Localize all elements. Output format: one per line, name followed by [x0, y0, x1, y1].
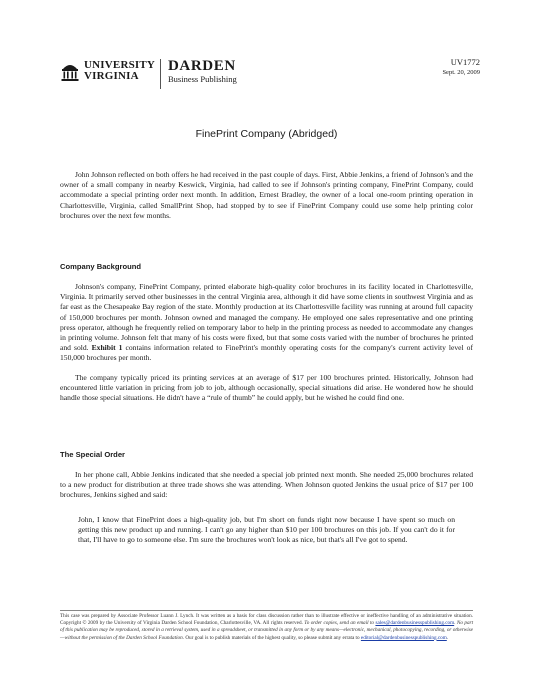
- uva-name-line2: VIRGINIA: [84, 70, 139, 82]
- company-background-section: [60, 282, 473, 403]
- background-text-1: Johnson's company, FinePrint Company, printed elaborate high-quality color brochures in its facility located in Charlottesville, Virginia. It primarily served other businesses in the central Virginia area, although it did have some clients in southwest Virginia and as far east as the Chesapeake Bay region of the state. Monthly production at its Charlottesville facility was running at around full capacity of 150,000 brochures per month. Johnson owned and managed the company. He employed one sales representative and one printing press operator, although he frequently relied on temporary labor to help in the printing process as needed to accommodate any changes in printing volume. Johnson felt that many of his costs were fixed, but that some costs varied with the number of brochures he printed and sold.: [60, 282, 473, 353]
- special-order-paragraph: In her phone call, Abbie Jenkins indicated that she needed a special job printed next month. She needed 25,000 brochures related to a new product for distribution at three trade shows she was attending. When Johnson quoted Jenkins the usual price of $17 per 100 brochures, Jenkins sighed and said:: [60, 470, 473, 500]
- sales-email-link[interactable]: sales@dardenbusinesspublishing.com: [375, 620, 455, 627]
- logo-divider: [160, 59, 161, 89]
- darden-logo: [168, 58, 237, 85]
- editorial-email-link[interactable]: editorial@dardenbusinesspublishing.com: [360, 634, 447, 641]
- background-paragraph-1: [60, 282, 473, 364]
- darden-name: DARDEN: [168, 58, 236, 74]
- exhibit-reference: Exhibit 1: [91, 343, 123, 353]
- case-identifier: [442, 57, 480, 77]
- footer-errata-text: Our goal is to publish materials of the highest quality, so please submit any errata to: [185, 634, 360, 641]
- intro-paragraph: John Johnson reflected on both offers he had received in the past couple of days. First, Abbie Jenkins, a friend of Johnson's and the owner of a small company in nearby Keswick, Virginia, had called to see if Johnson's printing company, FinePrint Company, could accommodate a special printing order next month. In addition, Ernest Bradley, the owner of a local one-room printing operation in Charlottesville, Virginia, called SmallPrint Shop, had stopped by to see if FinePrint Company could use some help printing color brochures over the next few months.: [60, 170, 473, 220]
- footer-divider: [60, 610, 473, 611]
- section-heading-special-order: The Special Order: [60, 450, 125, 459]
- case-title: FinePrint Company (Abridged): [195, 128, 338, 140]
- background-text-2: contains information related to FinePrint's monthly operating costs for the company's current activity level of 150,000 brochures per month.: [60, 343, 473, 363]
- uva-name-line1: UNIVERSITY: [84, 59, 156, 71]
- background-paragraph-2: The company typically priced its printing services at an average of $17 per 100 brochures printed. Historically, Johnson had encountered little variation in pricing from job to job, although occasionally, special situations did arise. He wondered how he should handle those special situations. He didn't have a “rule of thumb” he could apply, but he wished he could find one.: [60, 372, 473, 403]
- case-date: Sept. 20, 2009: [442, 69, 480, 76]
- darden-subtitle: Business Publishing: [168, 74, 237, 84]
- special-order-section: [60, 470, 473, 501]
- copyright-footer: This case was prepared by Associate Professor Luann J. Lynch. It was written as a basis for class discussion rather than to illustrate effective or ineffective handling of an administrative situation. Copyright © 2009 by the University of Virginia Darden School Foundation, Charlottesville, VA. All rights reserved. To order copies, send an email to sales@dardenbusinesspublishing.com. No part of this publication may be reproduced, stored in a retrieval system, used in a spreadsheet, or transmitted in any form or by any means—electronic, mechanical, photocopying, recording, or otherwise—without the permission of the Darden School Foundation. Our goal is to publish materials of the highest quality, so please submit any errata to editorial@dardenbusinesspublishing.com.: [60, 613, 474, 641]
- section-heading-company-background: Company Background: [60, 262, 142, 271]
- jenkins-quote: John, I know that FinePrint does a high-quality job, but I'm short on funds right now because I have spent so much on getting this new product up and running. I can't go any higher than $10 per 100 brochures on this job. If you can't do it for that, I'll have to go to someone else. I'm sure the brochures won't look as nice, but that's all I've got to spend.: [78, 515, 455, 545]
- case-number: UV1772: [450, 57, 480, 67]
- uva-logo: [60, 60, 155, 82]
- footer-rights-text: No part of this publication may be reproduced, stored in a retrieval system, used in a spreadsheet, or transmitted in any form or by any means—electronic, mechanical, photocopying, recording, or otherwise—without the permission of the Darden School Foundation.: [60, 620, 474, 641]
- footer-text-1: This case was prepared by Associate Professor Luann J. Lynch. It was written as a basis for class discussion rather than to illustrate effective or ineffective handling of an administrative situation. Copyright © 2009 by the University of Virginia Darden School Foundation, Charlottesville, VA. All rights reserved.: [60, 613, 473, 627]
- intro-section: [60, 170, 473, 221]
- rotunda-icon: [60, 60, 80, 82]
- footer-order-text: To order copies, send an email to: [304, 620, 375, 627]
- header: [60, 55, 480, 95]
